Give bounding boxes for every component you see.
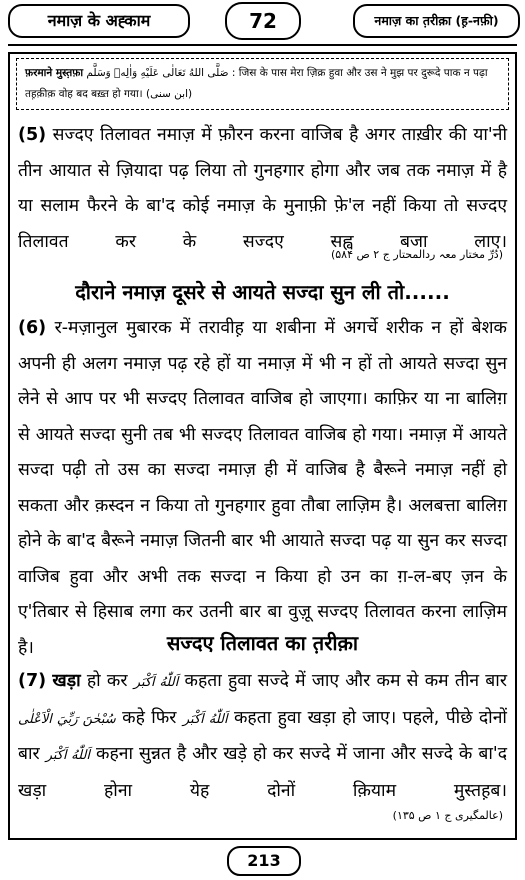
paragraph-number: (7): [18, 671, 47, 691]
citation-p5: (دُرِّ مختار معہ ردالمحتار ج ۲ ص ۵۸۴): [330, 248, 503, 261]
page-number: 213: [227, 846, 301, 876]
running-head-left: नमाज़ के अह्काम: [8, 4, 190, 38]
text-segment: कहता हुवा खड़ा हो जाए। पहले, पीछे दोनों बार: [18, 707, 507, 764]
text-segment: कहे फिर: [122, 707, 177, 728]
text-segment: हो कर: [86, 671, 128, 691]
quote-honorific: صَلَّى اللهُ تَعَالٰى عَلَيْهِ وَاٰلِهٖ وَسَلَّم: [86, 67, 229, 79]
section-heading-1: दौराने नमाज़ दूसरे से आयते सज्दा सुन ली तो......: [75, 280, 450, 304]
bold-word: खड़ा: [52, 671, 81, 691]
arabic-phrase: سُبْحٰنَ رَبِّيَ الْاَعْلٰى: [18, 711, 116, 727]
header-rule: [8, 44, 517, 46]
quote-label: फ़रमाने मुस्त़फ़ा: [25, 67, 84, 79]
hadith-quote-box: फ़रमाने मुस्त़फ़ा صَلَّى اللهُ تَعَالٰى عَلَيْهِ وَاٰلِهٖ وَسَلَّم : जिस के पास मेरा ज़िक्र हुवा और उस ने मुझ पर दुरूदे पाक न पढ़ा तह़क़ीक़ वोह बद बख़्त हो गया। (ابن سنی): [16, 58, 509, 110]
quote-source: (ابن سنی): [146, 88, 193, 100]
section-heading-2: सज्दए तिलावत का त़रीक़ा: [166, 631, 359, 655]
citation-p7: (عالمگیری ج ۱ ص ۱۳۵): [392, 809, 503, 822]
arabic-phrase: اَللّٰهُ اَكْبَر: [133, 675, 179, 690]
paragraph-6: [18, 311, 507, 666]
quote-text: जिस के पास मेरा ज़िक्र हुवा और उस ने मुझ पर दुरूदे पाक न पढ़ा तह़क़ीक़ वोह बद बख़्त हो गया।: [25, 67, 488, 100]
running-page-label: 72: [225, 2, 301, 40]
text-segment: कहना सुन्नत है और खड़े हो कर सज्दे में जाना और सज्दे के बा'द खड़ा होना येह दोनों क़ियाम मुस्तह़ब।: [18, 744, 507, 801]
paragraph-number: (5): [18, 125, 47, 145]
paragraph-text: सज्दए तिलावत नमाज़ में फ़ौरन करना वाजिब है अगर ताख़ीर की या'नी तीन आयात से ज़ियादा पढ़ लिया तो गुनहगार होगा और जब तक नमाज़ में है या सलाम फैरने के बा'द कोई नमाज़ के मुनाफ़ी फ़े'ल नहीं किया तो सज्दए तिलावत कर के सज्दए सह्व बजा लाए।: [18, 125, 507, 252]
arabic-phrase: اَللّٰهُ اَكْبَر: [182, 711, 228, 727]
running-head-right: नमाज़ का त़रीक़ा (ह़-नफ़ी): [353, 4, 520, 38]
arabic-phrase: اَللّٰهُ اَكْبَر: [45, 748, 91, 763]
paragraph-text: र-मज़ानुल मुबारक में तरावीह़ या शबीना में अगर्चे शरीक न हों बेशक अपनी ही अलग नमाज़ पढ़ रहे हों या नमाज़ में भी न हों तो आयते सज्दा सुन लेने से आप पर भी सज्दए तिलावत वाजिब हो जाएगा। काफ़िर या ना बालिग़ से आयते सज्दा सुनी तब भी सज्दए तिलावत वाजिब हो गया। नमाज़ में आयते सज्दा पढ़ी तो उस का सज्दा नमाज़ ही में वाजिब है बैरूने नमाज़ नहीं हो सकता और क़स्दन न किया तो गुनहगार हुवा तौबा लाज़िम है। अलबत्ता बालिग़ होने के बा'द बैरूने नमाज़ जितनी बार भी आयाते सज्दा पढ़ या सुन कर सज्दा वाजिब हुवा और अभी तक सज्दा न किया हो उन का ग़-ल-बए ज़न के ए'तिबार से हिसाब लगा कर उतनी बार बा वुज़ू सज्दए तिलावत करना लाज़िम है।: [18, 318, 507, 658]
text-segment: कहता हुवा सज्दे में जाए और कम से कम तीन बार: [184, 671, 507, 691]
paragraph-5: [18, 118, 507, 260]
paragraph-number: (6): [18, 318, 47, 338]
paragraph-7: [18, 664, 507, 809]
